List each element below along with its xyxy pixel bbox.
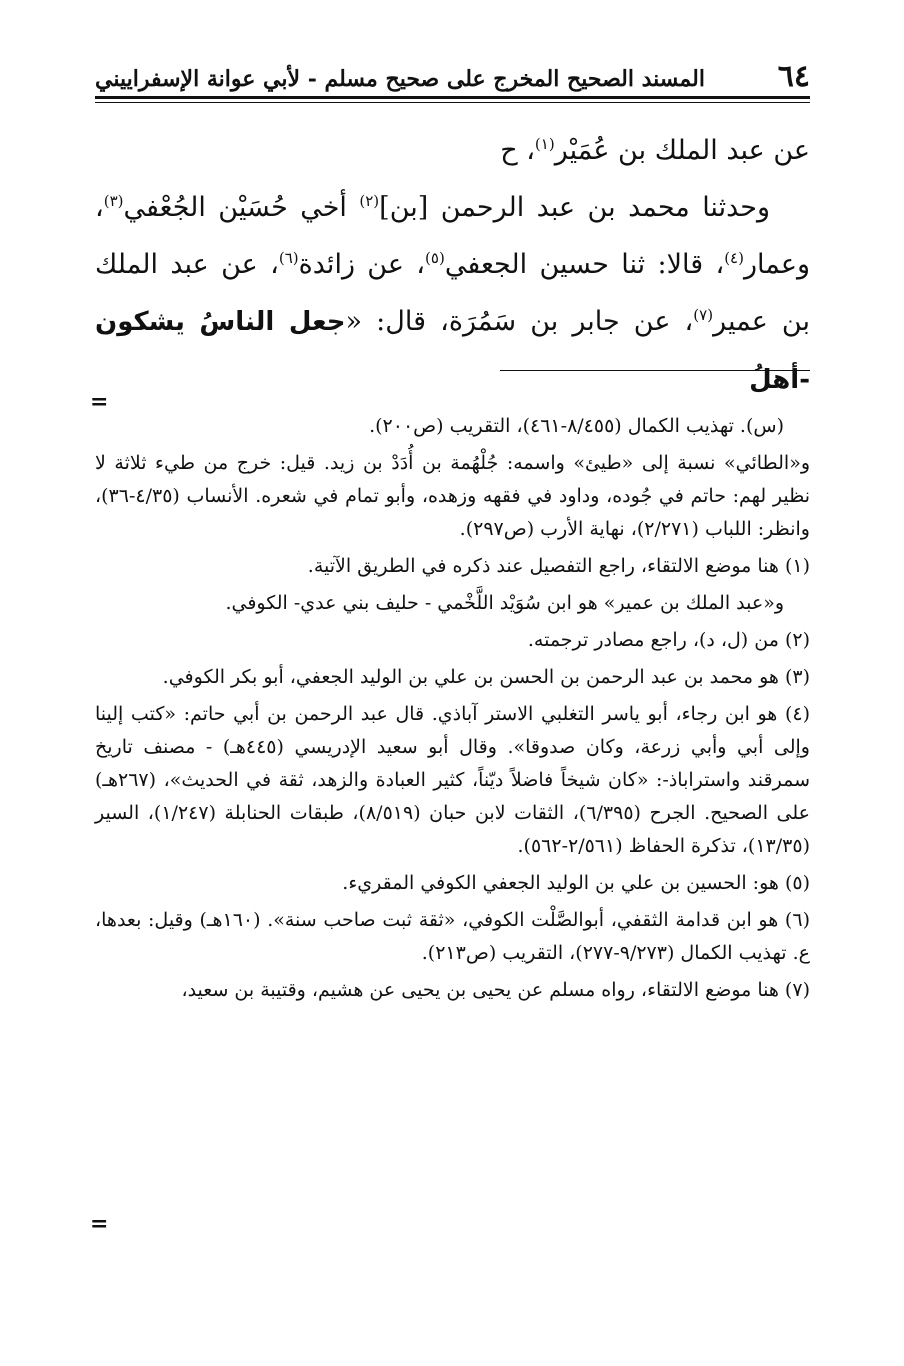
hadith-quote: جعل الناسُ يشكون -أهلُ (95, 307, 810, 395)
footnote-6: (٦) هو ابن قدامة الثقفي، أبوالصَّلْت الكوفي، «ثقة ثبت صاحب سنة». (١٦٠هـ) وقيل: بعدها، ع. تهذيب الكمال (٩/٢٧٣-٢٧٧)، التقريب (ص٢١٣). (95, 909, 810, 964)
footnote-ref-7[interactable]: (٧) (693, 306, 714, 324)
main-text (95, 122, 810, 409)
header-rule-thin (95, 102, 810, 103)
footnote-ref-6[interactable]: (٦) (278, 249, 299, 267)
footnote-ref-5[interactable]: (٥) (425, 249, 445, 267)
footnote-continuation-1: (س). تهذيب الكمال (٨/٤٥٥-٤٦١)، التقريب (ص٢٠٠). (369, 415, 784, 437)
footnote-ref-4[interactable]: (٤) (724, 249, 744, 267)
footnote-3: (٣) هو محمد بن عبد الرحمن بن الحسن بن علي بن الوليد الجعفي، أبو بكر الكوفي. (162, 666, 810, 688)
page-number: ٦٤ (777, 59, 810, 94)
continuation-mark-top: = (90, 389, 109, 415)
footnotes (95, 410, 810, 1011)
footnote-5: (٥) هو: الحسين بن علي بن الوليد الجعفي الكوفي المقريء. (342, 872, 810, 894)
footnote-7: (٧) هنا موضع الالتقاء، رواه مسلم عن يحيى بن يحيى عن هشيم، وقتيبة بن سعيد، (181, 979, 810, 1001)
footnote-1-note: و«عبد الملك بن عمير» هو ابن سُوَيْد اللَّخْمي - حليف بني عدي- الكوفي. (225, 592, 784, 614)
continuation-mark-bottom: = (90, 1211, 109, 1237)
main-paragraph-1: عن عبد الملك بن عُمَيْر$^{(١)}$، ح (500, 135, 810, 166)
footnote-4: (٤) هو ابن رجاء، أبو ياسر التغلبي الاستر آباذي. قال عبد الرحمن بن أبي حاتم: «كتب إلينا وإلى أبي وأبي زرعة، وكان صدوقا». وقال أبو سعيد الإدريسي (٤٤٥هـ) - مصنف تاريخ سمرقند واستراباذ-: «كان شيخاً فاضلاً ديّناً، كثير العبادة والزهد، ثقة في الحديث»، (٢٦٧هـ) على الصحيح. الجرح (٦/٣٩٥)، الثقات لابن حبان (٨/٥١٩)، طبقات الحنابلة (١/٢٤٧)، السير (١٣/٣٥)، تذكرة الحفاظ (٢/٥٦١-٥٦٢). (95, 703, 811, 857)
footnote-ref-3[interactable]: (٣) (103, 192, 124, 210)
page-header (95, 60, 810, 94)
running-title: المسند الصحيح المخرج على صحيح مسلم - لأبي عوانة الإسفراييني (95, 66, 705, 92)
footnote-ref-2[interactable]: (٢) (359, 192, 380, 210)
footnote-ref-1[interactable]: (١) (534, 135, 555, 153)
header-rule-thick (95, 96, 810, 99)
footnote-continuation-2: و«الطائي» نسبة إلى «طيئ» واسمه: جُلْهُمة بن أُدَدْ بن زيد. قيل: خرج من طيء ثلاثة لا نظير لهم: حاتم في جُوده، وداود في فقهه وزهده، وأبو تمام في شعره. الأنساب (٤/٣٥-٣٦)، وانظر: اللباب (٢/٢٧١)، نهاية الأرب (ص٢٩٧). (95, 452, 810, 540)
footnote-1: (١) هنا موضع الالتقاء، راجع التفصيل عند ذكره في الطريق الآتية. (307, 555, 810, 577)
footnote-separator (500, 370, 810, 371)
main-paragraph-2: وحدثنا محمد بن عبد الرحمن [بن]$^{(٢)}$ أخي حُسَيْن الجُعْفي$^{(٣)}$، وعمار$^{(٤)}$، قالا: ثنا حسين الجعفي$^{(٥)}$، عن زائدة$^{(٦)}$، عن عبد الملك بن عمير$^{(٧)}$، عن جابر بن سَمُرَة، قال: «جعل الناسُ يشكون -أهلُ (95, 192, 810, 395)
footnote-2: (٢) من (ل، د)، راجع مصادر ترجمته. (527, 629, 810, 651)
